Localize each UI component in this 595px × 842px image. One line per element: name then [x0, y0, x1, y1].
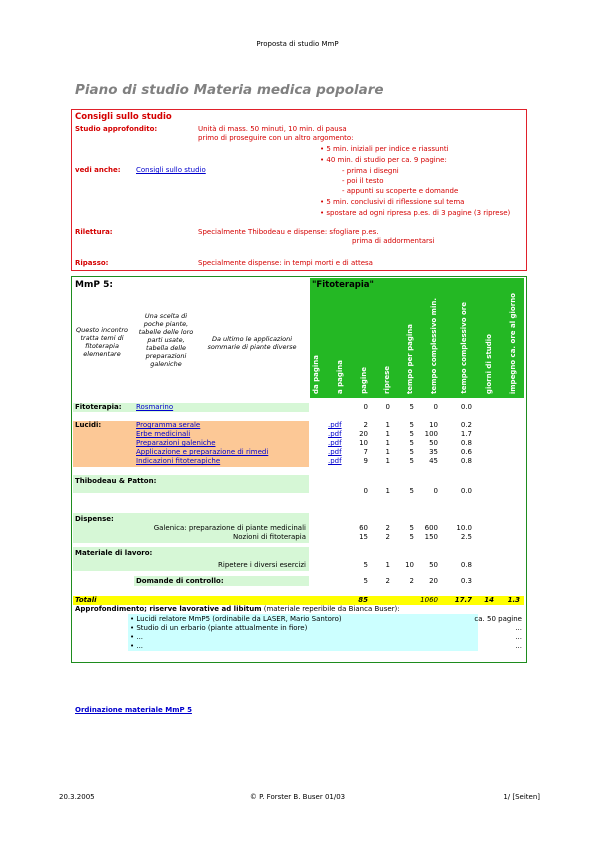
cell-pagine: 0 [363, 487, 368, 495]
cell-riprese: 2 [385, 524, 390, 532]
cell-ore: 2.5 [460, 533, 472, 541]
footer-copyright: © P. Forster B. Buser 01/03 [249, 793, 346, 801]
vedi-label: vedi anche: [75, 166, 121, 174]
dispense-item: Nozioni di fitoterapia [233, 533, 306, 541]
approf-item: • ... [130, 633, 144, 641]
ripasso-label: Ripasso: [75, 259, 109, 267]
cell-min: 0 [433, 487, 438, 495]
rosmarino-link[interactable]: Rosmarino [136, 403, 174, 411]
materiale-label: Materiale di lavoro: [75, 549, 153, 557]
cell-min: 600 [424, 524, 438, 532]
cell-riprese: 1 [385, 421, 390, 429]
studio-line: Unità di mass. 50 minuti, 10 min. di pausa [198, 125, 347, 133]
cell-pagine: 20 [359, 430, 368, 438]
approf-item: • ... [130, 642, 144, 650]
mmp-desc: Una scelta di poche piante, tabelle delle loro parti usate, tabella delle preparazioni galeniche [138, 312, 194, 368]
cell-pagine: 5 [363, 577, 368, 585]
totali-pagine: 85 [358, 596, 368, 604]
lucidi-link[interactable]: Preparazioni galeniche [136, 439, 216, 447]
col-header: pagine [360, 367, 368, 394]
totali-giorni: 14 [484, 596, 494, 604]
lucidi-link[interactable]: Indicazioni fitoterapiche [136, 457, 221, 465]
cell-tempo: 5 [409, 439, 414, 447]
cell-ore: 0.8 [460, 457, 472, 465]
pdf-link[interactable]: .pdf [328, 439, 342, 447]
bullet-item: • 5 min. conclusivi di riflessione sul tema [320, 198, 465, 206]
col-header: tempo per pagina [406, 323, 414, 394]
cell-tempo: 2 [409, 577, 414, 585]
pdf-link[interactable]: .pdf [328, 448, 342, 456]
cell-pagine: 9 [363, 457, 368, 465]
totali-label: Totali [75, 596, 97, 604]
cell-ore: 0.2 [460, 421, 472, 429]
cell-riprese: 2 [385, 577, 390, 585]
ordinazione-link[interactable]: Ordinazione materiale MmP 5 [75, 706, 192, 714]
pdf-link[interactable]: .pdf [328, 421, 342, 429]
approf-item: • Studio di un erbario (piante attualmente in fiore) [130, 624, 308, 632]
cell-ore: 0.6 [460, 448, 472, 456]
cell-ore: 0.3 [460, 577, 472, 585]
cell-min: 50 [429, 439, 438, 447]
consigli-link[interactable]: Consigli sullo studio [136, 166, 206, 174]
sub-bullet-item: - prima i disegni [342, 167, 399, 175]
cell-min: 35 [429, 448, 438, 456]
col-header: a pagina [336, 359, 344, 394]
cell-pagine: 60 [359, 524, 368, 532]
totali-ore: 17.7 [454, 596, 472, 604]
bullet-item: • spostare ad ogni ripresa p.es. di 3 pagine (3 riprese) [320, 209, 511, 217]
col-header: da pagina [312, 354, 320, 394]
footer-page: 1/ [Seiten] [503, 793, 540, 801]
cell-pagine: 2 [363, 421, 368, 429]
approf-right: ... [515, 633, 522, 641]
cell-tempo: 5 [409, 421, 414, 429]
cell-ore: 0.8 [460, 561, 472, 569]
approf-item: • Lucidi relatore MmP5 (ordinabile da LASER, Mario Santoro) [130, 615, 342, 623]
cell-min: 100 [424, 430, 438, 438]
cell-riprese: 1 [385, 457, 390, 465]
bullet-item: • 40 min. di studio per ca. 9 pagine: [320, 156, 447, 164]
lucidi-label: Lucidi: [75, 421, 102, 429]
cell-riprese: 1 [385, 448, 390, 456]
lucidi-link[interactable]: Erbe medicinali [136, 430, 191, 438]
col-header: giorni di studio [485, 333, 493, 394]
lucidi-link[interactable]: Programma serale [136, 421, 201, 429]
cell-riprese: 1 [385, 439, 390, 447]
footer-date: 20.3.2005 [59, 793, 95, 801]
studio-line: primo di proseguire con un altro argomento: [198, 134, 354, 142]
cell-min: 0 [433, 403, 438, 411]
rilettura-line: prima di addormentarsi [352, 237, 435, 245]
cell-tempo: 5 [409, 448, 414, 456]
cell-ore: 0.0 [460, 403, 472, 411]
fitoterapia-label: Fitoterapia: [75, 403, 122, 411]
studio-label: Studio approfondito: [75, 125, 158, 133]
cell-tempo: 5 [409, 524, 414, 532]
cell-tempo: 5 [409, 487, 414, 495]
col-header: riprese [383, 366, 391, 394]
cell-min: 20 [429, 577, 438, 585]
cell-pagine: 10 [359, 439, 368, 447]
cell-ore: 1.7 [460, 430, 472, 438]
mmp-subtitle: "Fitoterapia" [312, 280, 374, 290]
cell-ore: 0.0 [460, 487, 472, 495]
cell-riprese: 1 [385, 561, 390, 569]
approf-right: ca. 50 pagine [474, 615, 522, 623]
cell-pagine: 5 [363, 561, 368, 569]
cell-pagine: 15 [359, 533, 368, 541]
cell-tempo: 5 [409, 457, 414, 465]
cell-pagine: 0 [363, 403, 368, 411]
mmp-desc: Questo incontro tratta temi di fitoterapia elementare [75, 326, 128, 358]
sub-bullet-item: - poi il testo [342, 177, 384, 185]
lucidi-link[interactable]: Applicazione e preparazione di rimedi [136, 448, 269, 456]
approf-heading: Approfondimento; riserve lavorative ad libitum (materiale reperibile da Bianca Buser): [75, 605, 400, 613]
cell-min: 10 [429, 421, 438, 429]
page-header: Proposta di studio MmP [256, 40, 339, 48]
col-header: impegno ca. ore al giorno [509, 292, 517, 394]
sub-bullet-item: - appunti su scoperte e domande [342, 187, 459, 195]
cell-tempo: 5 [409, 533, 414, 541]
approf-right: ... [515, 624, 522, 632]
dispense-label: Dispense: [75, 515, 114, 523]
cell-riprese: 0 [385, 403, 390, 411]
dispense-item: Galenica: preparazione di piante medicinali [153, 524, 306, 532]
approf-right: ... [515, 642, 522, 650]
consigli-heading: Consigli sullo studio [75, 112, 172, 122]
totali-impegno: 1.3 [507, 596, 520, 604]
thibodeau-label: Thibodeau & Patton: [75, 477, 157, 485]
mmp-title: MmP 5: [75, 280, 113, 290]
cell-riprese: 1 [385, 487, 390, 495]
bullet-item: • 5 min. iniziali per indice e riassunti [320, 145, 449, 153]
col-header: tempo complessivo ore [460, 302, 468, 394]
page-title: Piano di studio Materia medica popolare [75, 82, 384, 98]
cell-min: 45 [429, 457, 438, 465]
cell-min: 150 [424, 533, 438, 541]
cell-riprese: 1 [385, 430, 390, 438]
col-header: tempo complessivo min. [430, 298, 438, 394]
rilettura-line: Specialmente Thibodeau e dispense: sfogliare p.es. [198, 228, 379, 236]
cell-tempo: 10 [405, 561, 414, 569]
ripasso-text: Specialmente dispense: in tempi morti e di attesa [198, 259, 373, 267]
cell-pagine: 7 [363, 448, 368, 456]
totali-min: 1060 [420, 596, 438, 604]
cell-riprese: 2 [385, 533, 390, 541]
domande-label: Domande di controllo: [136, 577, 224, 585]
cell-tempo: 5 [409, 403, 414, 411]
mmp-desc: Da ultimo le applicazioni sommarie di piante diverse [207, 335, 297, 351]
rilettura-label: Rilettura: [75, 228, 113, 236]
cell-min: 50 [429, 561, 438, 569]
pdf-link[interactable]: .pdf [328, 457, 342, 465]
cell-tempo: 5 [409, 430, 414, 438]
cell-ore: 0.8 [460, 439, 472, 447]
cell-ore: 10.0 [456, 524, 472, 532]
pdf-link[interactable]: .pdf [328, 430, 342, 438]
column-headers [310, 290, 524, 398]
materiale-item: Ripetere i diversi esercizi [218, 561, 306, 569]
